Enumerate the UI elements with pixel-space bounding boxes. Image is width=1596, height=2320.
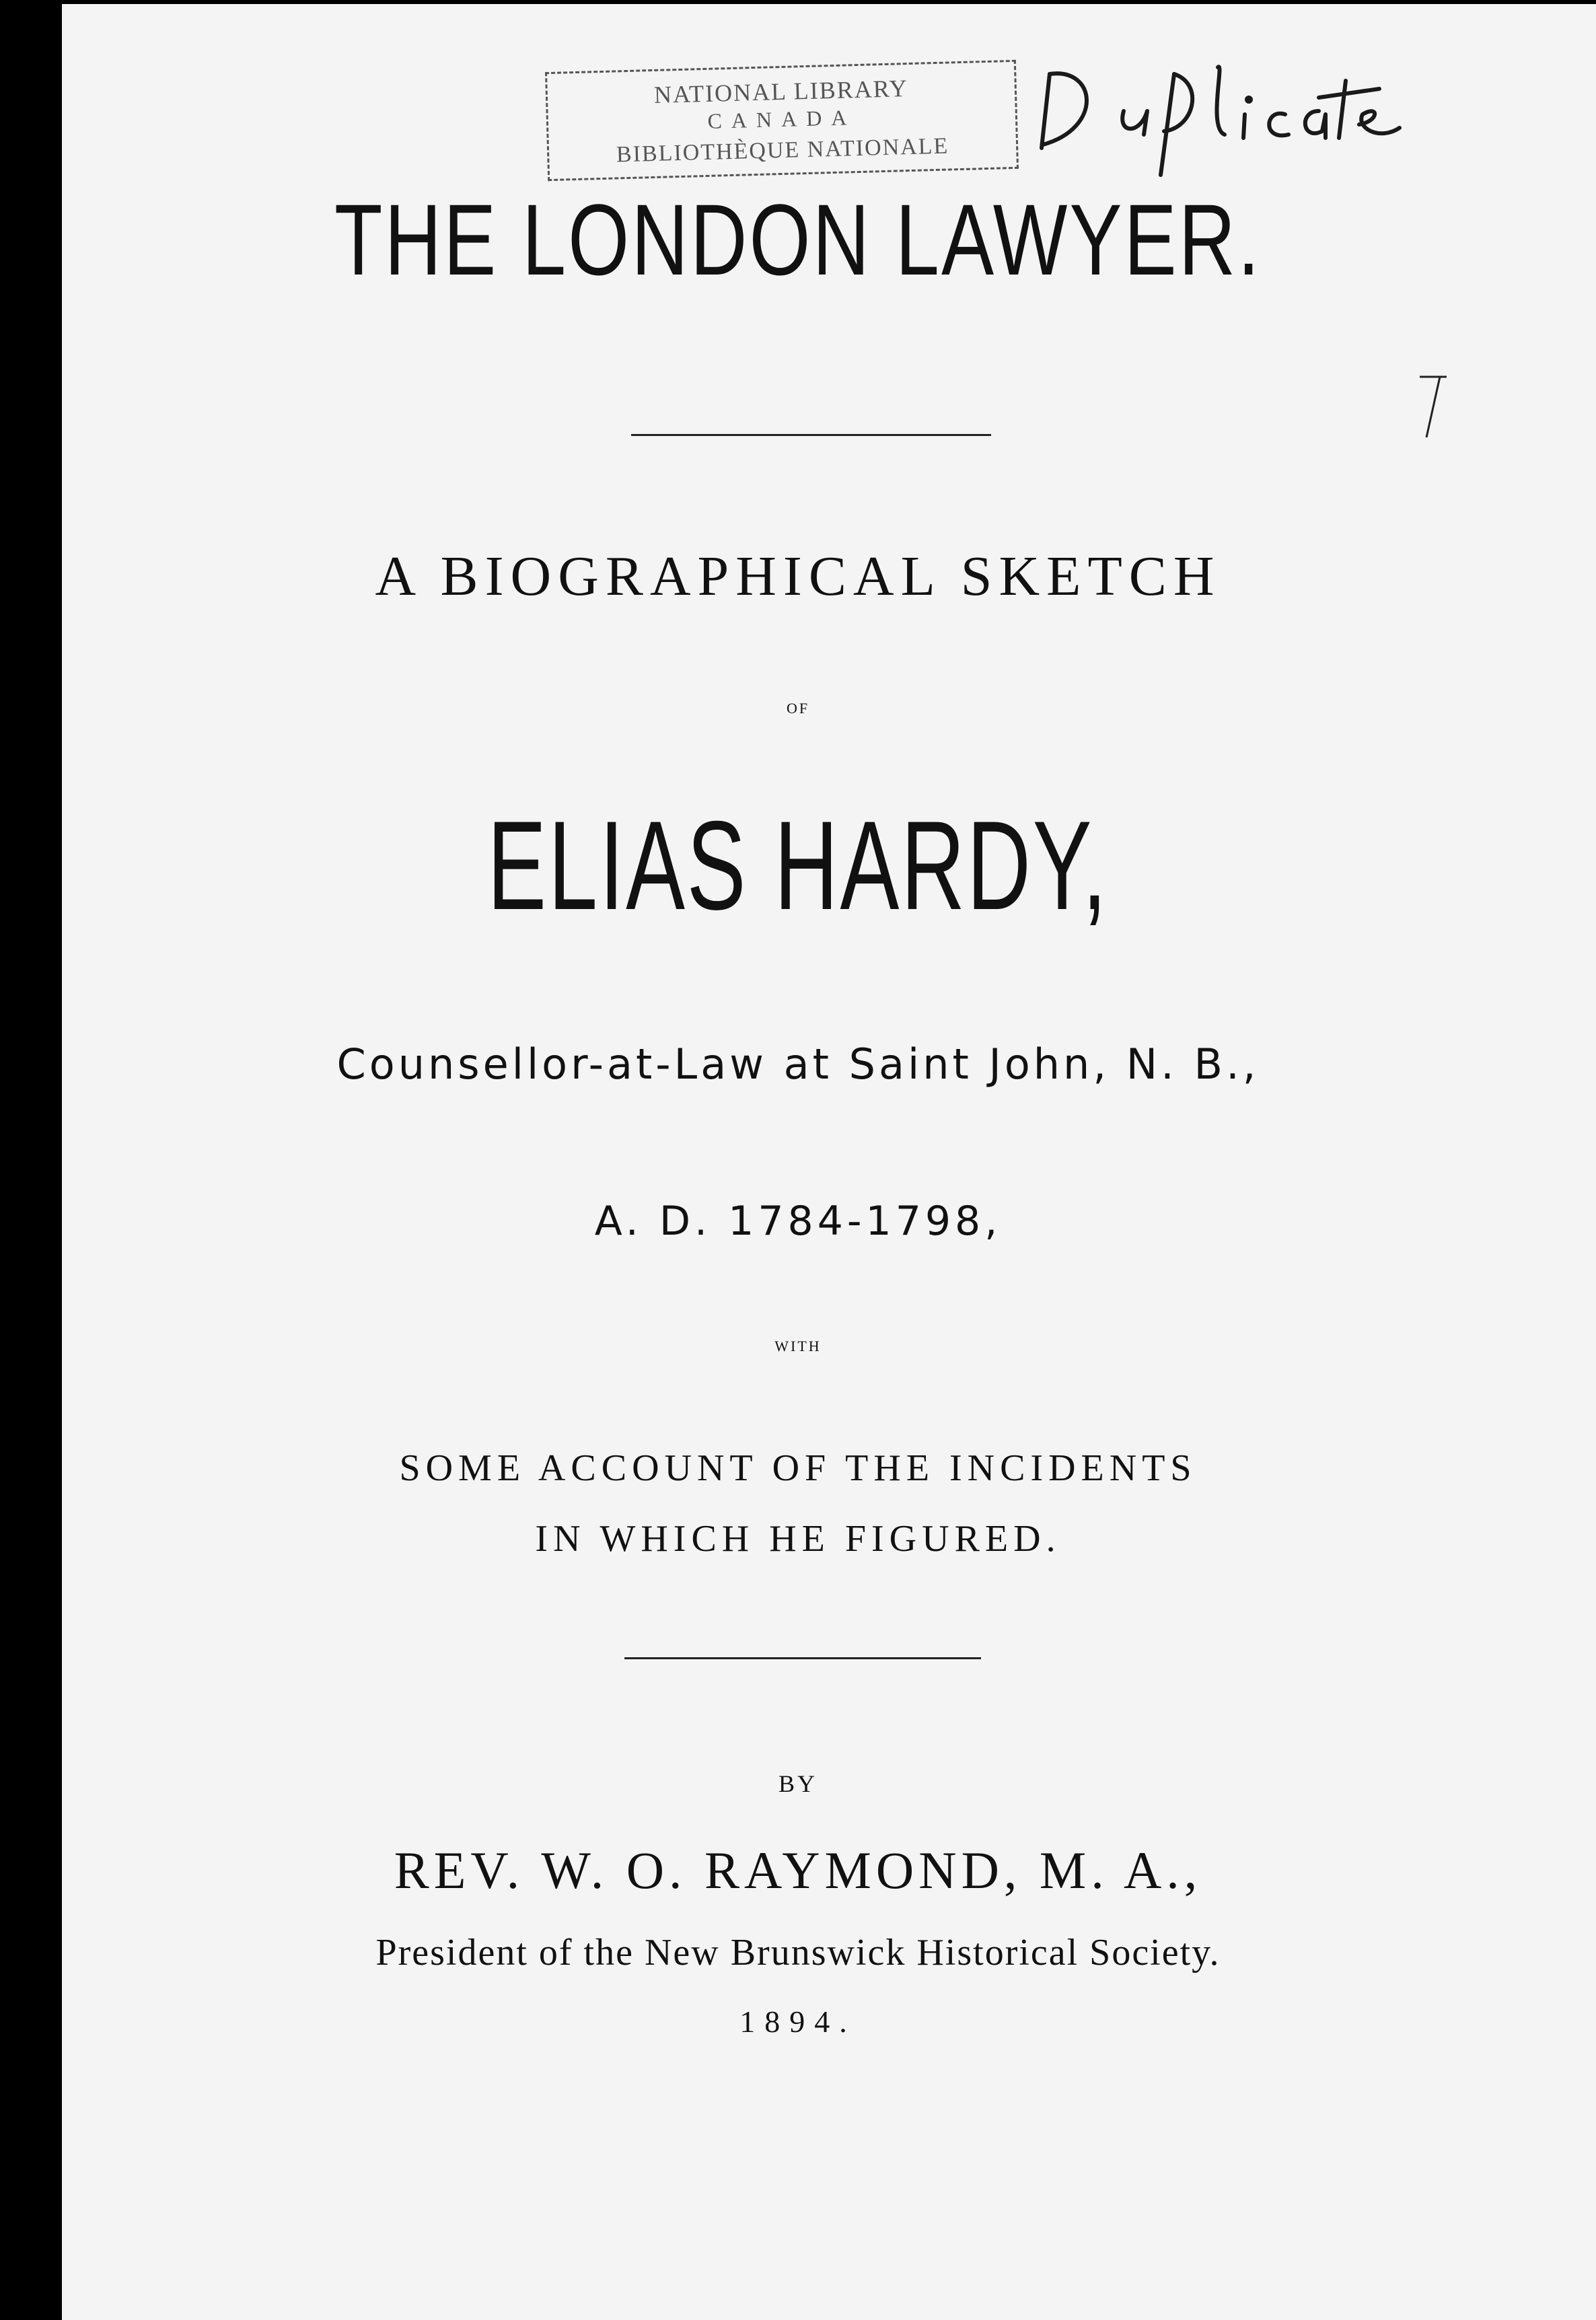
author-title: President of the New Brunswick Historical Society. [375, 1932, 1221, 1973]
divider-bottom [624, 1657, 981, 1659]
by-label: BY [778, 1770, 818, 1797]
with-label: WITH [774, 1338, 822, 1354]
handwritten-note-text: Duplicate [1023, 47, 1025, 48]
account-line-2: IN WHICH HE FIGURED. [535, 1518, 1061, 1560]
account-line-1: SOME ACCOUNT OF THE INCIDENTS [399, 1447, 1197, 1489]
divider-top [631, 434, 991, 436]
subject-name: ELIAS HARDY, [487, 795, 1109, 936]
stamp-line-3: BIBLIOTHÈQUE NATIONALE [616, 133, 949, 168]
page-title: THE LONDON LAWYER. [334, 183, 1262, 296]
author-name: REV. W. O. RAYMOND, M. A., [394, 1841, 1202, 1899]
pencil-mark [1413, 363, 1453, 444]
library-stamp [545, 60, 1019, 181]
subtitle: A BIOGRAPHICAL SKETCH [375, 545, 1221, 608]
subject-role: Counsellor-at-Law at Saint John, N. B., [336, 1040, 1260, 1089]
handwritten-note [1023, 47, 1426, 182]
dates: A. D. 1784-1798, [594, 1198, 1002, 1245]
publication-year: 1894. [739, 2004, 857, 2039]
of-label: OF [786, 700, 810, 717]
stamp-line-1: NATIONAL LIBRARY [653, 75, 909, 108]
stamp-line-2: CANADA [707, 105, 857, 133]
